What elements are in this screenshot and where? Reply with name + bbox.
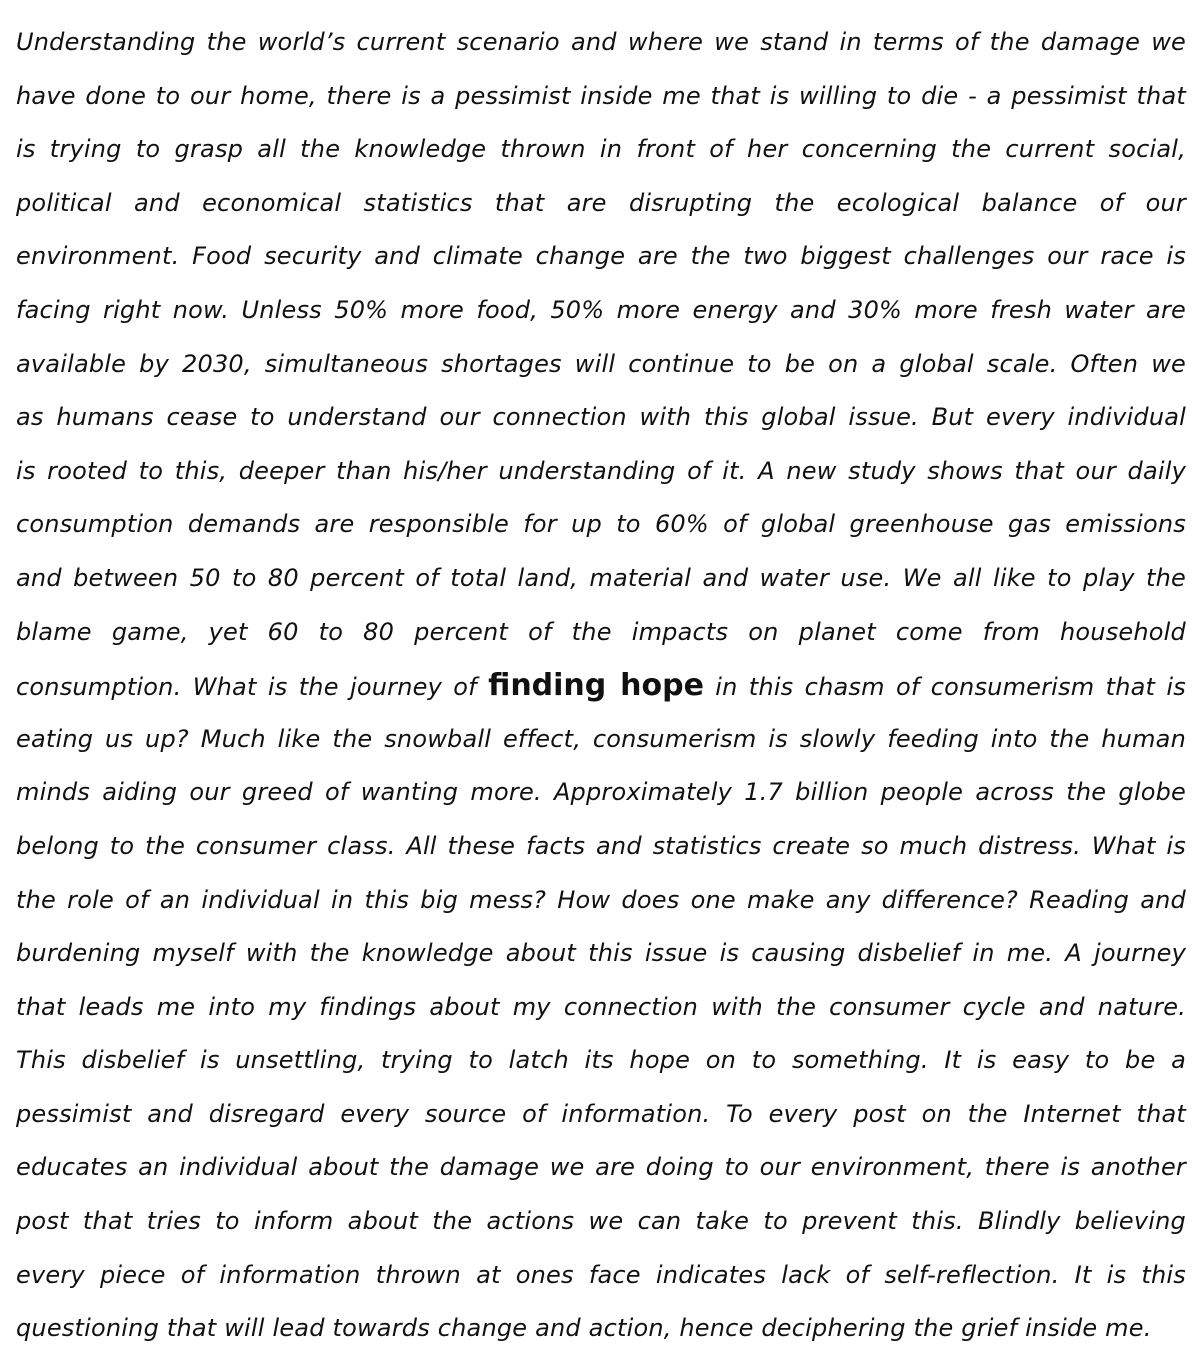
text-line-5: environment. Food security and climate change are the two biggest challenges our race is [16,242,1186,271]
text-line-10: consumption demands are responsible for up to 60% of global greenhouse gas emissions [16,510,1186,539]
text-line-18: burdening myself with the knowledge about this issue is causing disbelief in me. A journey [16,939,1186,968]
text-line-13 [16,659,1186,713]
text-line-17: the role of an individual in this big mess? How does one make any difference? Reading and [16,885,1186,914]
text-line-14: eating us up? Much like the snowball effect, consumerism is slowly feeding into the human [16,724,1186,753]
text-line-22: educates an individual about the damage we are doing to our environment, there is another [16,1153,1186,1182]
finding-hope-emphasis: finding hope [488,668,704,704]
text-line-3: is trying to grasp all the knowledge thrown in front of her concerning the current social, [16,135,1186,164]
text-line-16: belong to the consumer class. All these facts and statistics create so much distress. What is [16,831,1186,860]
text-line-24: every piece of information thrown at ones face indicates lack of self-reflection. It is this [16,1260,1186,1289]
text-line-12: blame game, yet 60 to 80 percent of the impacts on planet come from household [16,617,1186,646]
text-line-20: This disbelief is unsettling, trying to latch its hope on to something. It is easy to be a [16,1046,1186,1075]
text-line-25: questioning that will lead towards change and action, hence deciphering the grief inside me. [16,1314,1152,1343]
text-line-11: and between 50 to 80 percent of total land, material and water use. We all like to play the [16,563,1186,592]
text-line-2: have done to our home, there is a pessimist inside me that is willing to die - a pessimist that [16,81,1186,110]
text-line-9: is rooted to this, deeper than his/her understanding of it. A new study shows that our daily [16,456,1186,485]
text-line-1: Understanding the world’s current scenario and where we stand in terms of the damage we [16,28,1186,56]
text-line-6: facing right now. Unless 50% more food, 50% more energy and 30% more fresh water are [16,295,1186,324]
text-line-21: pessimist and disregard every source of information. To every post on the Internet that [16,1099,1186,1128]
line-13-tail-text: in this chasm of consumerism that is [703,673,1186,702]
text-line-4: political and economical statistics that are disrupting the ecological balance of our [16,188,1186,217]
essay-paragraph [16,16,1186,1356]
text-line-15: minds aiding our greed of wanting more. Approximately 1.7 billion people across the globe [16,778,1186,807]
line-13-lead-text: consumption. What is the journey of [16,673,489,702]
text-line-19: that leads me into my findings about my connection with the consumer cycle and nature. [16,992,1186,1021]
text-line-23: post that tries to inform about the actions we can take to prevent this. Blindly believing [16,1207,1186,1236]
text-line-8: as humans cease to understand our connection with this global issue. But every individual [16,403,1186,432]
text-line-7: available by 2030, simultaneous shortages will continue to be on a global scale. Often we [16,349,1186,378]
